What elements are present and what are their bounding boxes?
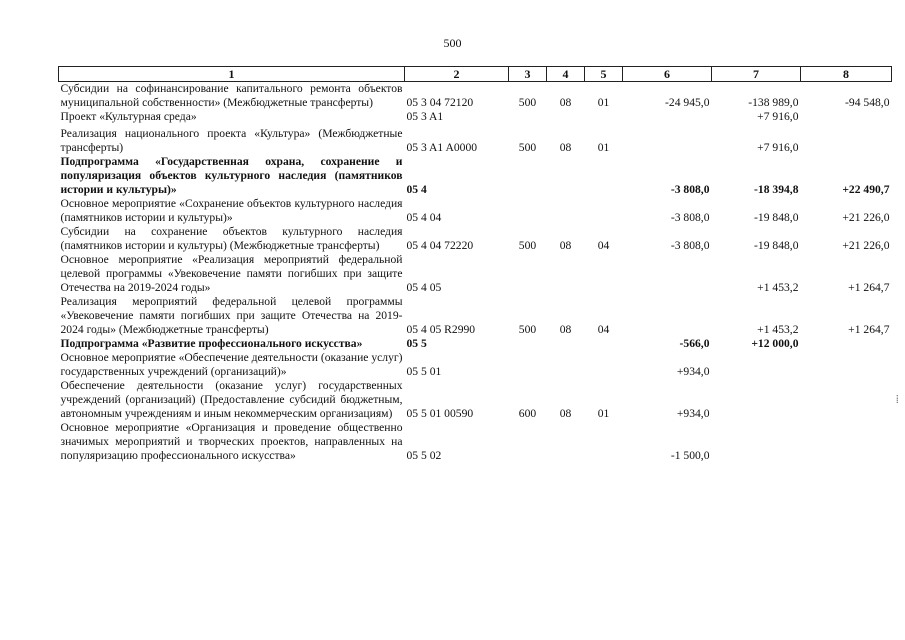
header-row bbox=[59, 67, 892, 82]
item-name: Субсидии на софинансирование капитального ремонта объектов муниципальной собственности» (Межбюджетные трансферты) bbox=[60, 82, 403, 109]
col6-value: -24 945,0 bbox=[665, 96, 710, 109]
budget-code: 05 4 05 R2990 bbox=[406, 323, 476, 336]
col7-value: +7 916,0 bbox=[757, 141, 799, 154]
column-header: 1 bbox=[59, 67, 405, 82]
budget-code: 05 4 04 bbox=[406, 211, 442, 224]
col4-value: 08 bbox=[559, 141, 572, 154]
col6-value bbox=[623, 295, 712, 337]
col5-value bbox=[585, 253, 623, 295]
col5-value bbox=[585, 351, 623, 379]
budget-code: 05 5 01 00590 bbox=[406, 407, 474, 420]
budget-table bbox=[58, 66, 892, 463]
table-row bbox=[59, 253, 892, 295]
col6-value bbox=[623, 124, 712, 155]
col8-value: +21 226,0 bbox=[842, 211, 890, 224]
table-row bbox=[59, 295, 892, 337]
col4-value bbox=[547, 337, 585, 351]
col6-value: -3 808,0 bbox=[670, 211, 710, 224]
col3-value: 500 bbox=[518, 239, 537, 252]
col3-value bbox=[509, 351, 547, 379]
budget-code: 05 4 04 72220 bbox=[406, 239, 474, 252]
col4-value bbox=[547, 197, 585, 225]
col3-value: 500 bbox=[518, 96, 537, 109]
col5-value: 01 bbox=[597, 407, 610, 420]
col8-value: +1 264,7 bbox=[848, 323, 890, 336]
col7-value: +1 453,2 bbox=[757, 323, 799, 336]
col3-value: 600 bbox=[518, 407, 537, 420]
col4-value bbox=[547, 421, 585, 463]
col4-value: 08 bbox=[559, 96, 572, 109]
col4-value bbox=[547, 155, 585, 197]
col8-value bbox=[801, 421, 892, 463]
col5-value bbox=[585, 421, 623, 463]
page-number: 500 bbox=[443, 36, 462, 50]
column-header: 6 bbox=[623, 67, 712, 82]
table-row bbox=[59, 337, 892, 351]
col6-value bbox=[623, 110, 712, 124]
column-header: 3 bbox=[509, 67, 547, 82]
col4-value: 08 bbox=[559, 323, 572, 336]
col6-value: -566,0 bbox=[679, 337, 710, 350]
col8-value: +21 226,0 bbox=[842, 239, 890, 252]
budget-code: 05 5 bbox=[406, 337, 427, 350]
col3-value bbox=[509, 155, 547, 197]
table-row bbox=[59, 82, 892, 111]
col6-value: +934,0 bbox=[676, 407, 710, 420]
budget-code: 05 4 bbox=[406, 183, 427, 196]
col5-value: 01 bbox=[597, 141, 610, 154]
item-name: Подпрограмма «Государственная охрана, сохранение и популяризация объектов культурного наследия (памятников истории и культуры)» bbox=[60, 155, 403, 196]
col4-value bbox=[547, 253, 585, 295]
col7-value: +7 916,0 bbox=[757, 110, 799, 123]
table-row bbox=[59, 197, 892, 225]
table-row bbox=[59, 421, 892, 463]
table-row bbox=[59, 351, 892, 379]
col7-value: -19 848,0 bbox=[754, 239, 799, 252]
col4-value bbox=[547, 351, 585, 379]
item-name: Подпрограмма «Развитие профессионального искусства» bbox=[60, 337, 363, 350]
col7-value: -138 989,0 bbox=[748, 96, 799, 109]
item-name: Основное мероприятие «Сохранение объектов культурного наследия (памятников истории и культуры)» bbox=[60, 197, 403, 224]
col6-value: -3 808,0 bbox=[670, 239, 710, 252]
col6-value: -1 500,0 bbox=[670, 449, 710, 462]
col7-value bbox=[712, 421, 801, 463]
col4-value: 08 bbox=[559, 407, 572, 420]
scan-mark: ⁞ bbox=[895, 392, 899, 406]
col8-value bbox=[801, 351, 892, 379]
col6-value: -3 808,0 bbox=[670, 183, 710, 196]
col5-value bbox=[585, 110, 623, 124]
column-header: 2 bbox=[405, 67, 509, 82]
budget-code: 05 3 A1 A0000 bbox=[406, 141, 478, 154]
table-row bbox=[59, 379, 892, 421]
col8-value bbox=[801, 124, 892, 155]
budget-code: 05 3 04 72120 bbox=[406, 96, 474, 109]
col5-value bbox=[585, 337, 623, 351]
col6-value bbox=[623, 253, 712, 295]
col8-value bbox=[801, 110, 892, 124]
table-body bbox=[59, 82, 892, 464]
col3-value: 500 bbox=[518, 141, 537, 154]
item-name: Основное мероприятие «Организация и проведение общественно значимых мероприятий и творческих проектов, направленных на популяризацию профессионального искусства» bbox=[60, 421, 403, 462]
col5-value bbox=[585, 155, 623, 197]
col8-value: -94 548,0 bbox=[845, 96, 890, 109]
col8-value: +22 490,7 bbox=[842, 183, 890, 196]
item-name: Субсидии на сохранение объектов культурного наследия (памятников истории и культуры) (Межбюджетные трансферты) bbox=[60, 225, 403, 252]
col4-value bbox=[547, 110, 585, 124]
col3-value bbox=[509, 110, 547, 124]
col7-value bbox=[712, 379, 801, 421]
item-name: Основное мероприятие «Реализация мероприятий федеральной целевой программы «Увековечение памяти погибших при защите Отечества на 2019-2024 годы» bbox=[60, 253, 403, 294]
column-header: 5 bbox=[585, 67, 623, 82]
col3-value bbox=[509, 337, 547, 351]
col7-value bbox=[712, 351, 801, 379]
item-name: Реализация мероприятий федеральной целевой программы «Увековечение памяти погибших при защите Отечества на 2019-2024 годы» (Межбюджетные трансферты) bbox=[60, 295, 403, 336]
col6-value: +934,0 bbox=[676, 365, 710, 378]
column-header: 8 bbox=[801, 67, 892, 82]
col5-value: 04 bbox=[597, 239, 610, 252]
table-row bbox=[59, 110, 892, 124]
column-header: 7 bbox=[712, 67, 801, 82]
budget-code: 05 4 05 bbox=[406, 281, 442, 294]
col3-value: 500 bbox=[518, 323, 537, 336]
col5-value: 01 bbox=[597, 96, 610, 109]
table-row bbox=[59, 225, 892, 253]
item-name: Реализация национального проекта «Культура» (Межбюджетные трансферты) bbox=[60, 127, 403, 154]
col5-value: 04 bbox=[597, 323, 610, 336]
col3-value bbox=[509, 421, 547, 463]
col3-value bbox=[509, 253, 547, 295]
col5-value bbox=[585, 197, 623, 225]
col3-value bbox=[509, 197, 547, 225]
col8-value bbox=[801, 379, 892, 421]
budget-code: 05 3 A1 bbox=[406, 110, 444, 123]
item-name: Проект «Культурная среда» bbox=[60, 110, 197, 123]
col8-value bbox=[801, 337, 892, 351]
budget-code: 05 5 01 bbox=[406, 365, 442, 378]
item-name: Основное мероприятие «Обеспечение деятельности (оказание услуг) государственных учреждений (организаций)» bbox=[60, 351, 403, 378]
table-row bbox=[59, 124, 892, 155]
item-name: Обеспечение деятельности (оказание услуг) государственных учреждений (организаций) (Предоставление субсидий бюджетным, автономным учреждениям и иным некоммерческим организациям) bbox=[60, 379, 403, 420]
table-row bbox=[59, 155, 892, 197]
col8-value: +1 264,7 bbox=[848, 281, 890, 294]
column-header: 4 bbox=[547, 67, 585, 82]
budget-code: 05 5 02 bbox=[406, 449, 442, 462]
col7-value: -18 394,8 bbox=[754, 183, 799, 196]
col7-value: +1 453,2 bbox=[757, 281, 799, 294]
col4-value: 08 bbox=[559, 239, 572, 252]
col7-value: -19 848,0 bbox=[754, 211, 799, 224]
col7-value: +12 000,0 bbox=[751, 337, 799, 350]
